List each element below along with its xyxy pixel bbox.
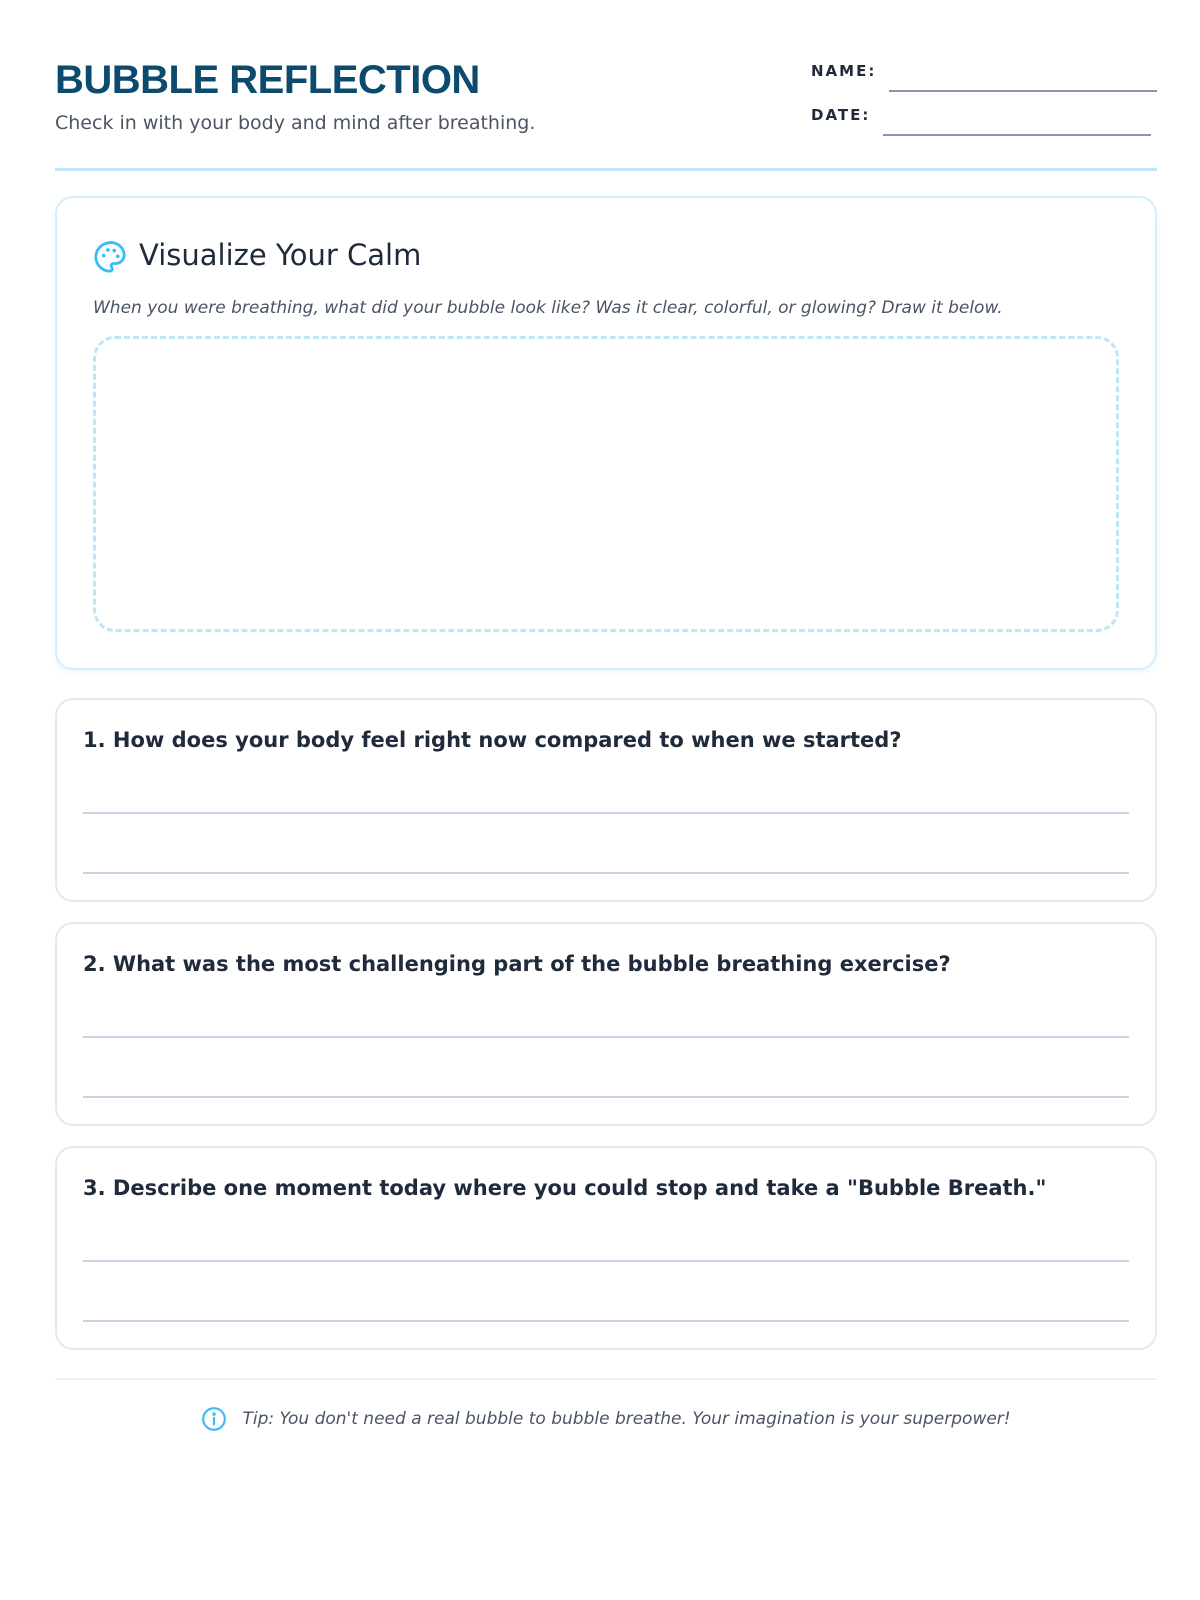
answer-line[interactable] <box>83 1260 1129 1262</box>
footer-tip <box>55 1406 1157 1432</box>
date-line[interactable] <box>883 134 1151 136</box>
question-card-3 <box>55 1146 1157 1350</box>
page-subtitle: Check in with your body and mind after breathing. <box>55 112 536 134</box>
visualize-title: Visualize Your Calm <box>139 238 422 272</box>
answer-line[interactable] <box>83 1096 1129 1098</box>
question-card-2 <box>55 922 1157 1126</box>
date-label: DATE: <box>811 106 871 124</box>
name-line[interactable] <box>889 90 1157 92</box>
name-label: NAME: <box>811 62 877 80</box>
question-text: 3. Describe one moment today where you could stop and take a "Bubble Breath." <box>83 1176 1047 1200</box>
worksheet-page <box>55 0 1157 1429</box>
header <box>55 0 1157 171</box>
question-text: 1. How does your body feel right now compared to when we started? <box>83 728 902 752</box>
answer-line[interactable] <box>83 1320 1129 1322</box>
answer-line[interactable] <box>83 1036 1129 1038</box>
name-field[interactable] <box>811 62 1157 92</box>
palette-icon <box>93 240 127 274</box>
question-text: 2. What was the most challenging part of the bubble breathing exercise? <box>83 952 951 976</box>
visualize-prompt: When you were breathing, what did your bubble look like? Was it clear, colorful, or glowing? Draw it below. <box>93 298 1003 318</box>
answer-line[interactable] <box>83 872 1129 874</box>
tip-text: Tip: You don't need a real bubble to bubble breathe. Your imagination is your superpower! <box>242 1409 1011 1429</box>
question-card-1 <box>55 698 1157 902</box>
answer-line[interactable] <box>83 812 1129 814</box>
date-field[interactable] <box>811 106 1157 136</box>
page-title: BUBBLE REFLECTION <box>55 58 480 102</box>
footer-divider <box>55 1378 1157 1380</box>
visualize-card <box>55 196 1157 670</box>
info-icon <box>201 1406 227 1432</box>
drawing-area[interactable] <box>93 336 1119 632</box>
